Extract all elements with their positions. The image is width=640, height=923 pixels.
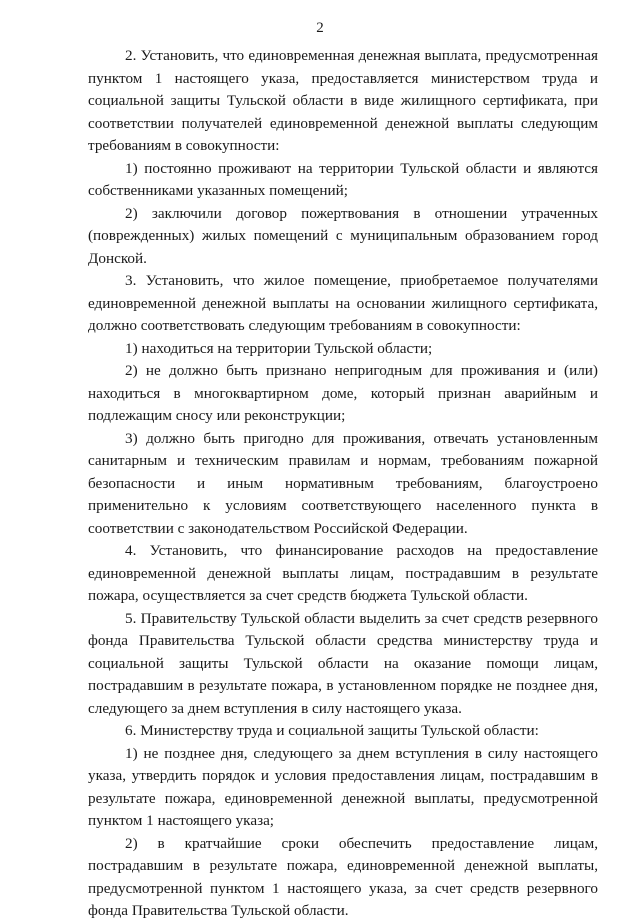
paragraph-clause-6: 6. Министерству труда и социальной защиты Тульской области: bbox=[125, 722, 539, 739]
paragraph-clause-2-item-2: 2) заключили договор пожертвования в отношении утраченных (поврежденных) жилых помещений с муниципальным образованием город Донской. bbox=[88, 204, 598, 267]
paragraph-clause-4: 4. Установить, что финансирование расходов на предоставление единовременной денежной выплаты лицам, пострадавшим в результате пожара, осуществляется за счет средств бюджета Тульской области. bbox=[88, 542, 598, 604]
paragraph-clause-3: 3. Установить, что жилое помещение, приобретаемое получателями единовременной денежной выплаты на основании жилищного сертификата, должно соответствовать следующим требованиям в совокупности: bbox=[88, 272, 598, 334]
page-number: 2 bbox=[316, 20, 324, 36]
document-body bbox=[88, 45, 598, 923]
paragraph-clause-5: 5. Правительству Тульской области выделить за счет средств резервного фонда Правительства Тульской области средства министерству труда и социальной защиты Тульской области на оказание помощи лицам, пострадавшим в результате пожара, в установленном порядке не позднее дня, следующего за днем вступления в силу настоящего указа. bbox=[88, 609, 598, 717]
paragraph-clause-2: 2. Установить, что единовременная денежная выплата, предусмотренная пунктом 1 настоящего указа, предоставляется министерством труда и социальной защиты Тульской области в виде жилищного сертификата, при соответствии получателей единовременной денежной выплаты следующим требованиям в совокупности: bbox=[88, 47, 598, 154]
paragraph-clause-3-item-2: 2) не должно быть признано непригодным для проживания и (или) находиться в многоквартирном доме, который признан аварийным и подлежащим сносу или реконструкции; bbox=[88, 362, 598, 424]
paragraph-clause-3-item-1: 1) находиться на территории Тульской области; bbox=[125, 339, 433, 357]
paragraph-clause-6-item-2: 2) в кратчайшие сроки обеспечить предоставление лицам, пострадавшим в результате пожара, единовременной денежной выплаты, предусмотренной пунктом 1 настоящего указа, за счет средств резервного фонда Правительства Тульской области. bbox=[88, 834, 598, 919]
paragraph-clause-3-item-3: 3) должно быть пригодно для проживания, отвечать установленным санитарным и техническим правилам и нормам, требованиям пожарной безопасности и иным нормативным требованиям, благоустроено применительно к условиям соответствующего населенного пункта в соответствии с законодательством Российской Федерации. bbox=[88, 429, 598, 537]
paragraph-clause-6-item-1: 1) не позднее дня, следующего за днем вступления в силу настоящего указа, утвердить порядок и условия предоставления лицам, пострадавшим в результате пожара, единовременной денежной выплаты, предусмотренной пунктом 1 настоящего указа; bbox=[88, 744, 598, 829]
paragraph-clause-2-item-1: 1) постоянно проживают на территории Тульской области и являются собственниками указанных помещений; bbox=[88, 159, 598, 199]
